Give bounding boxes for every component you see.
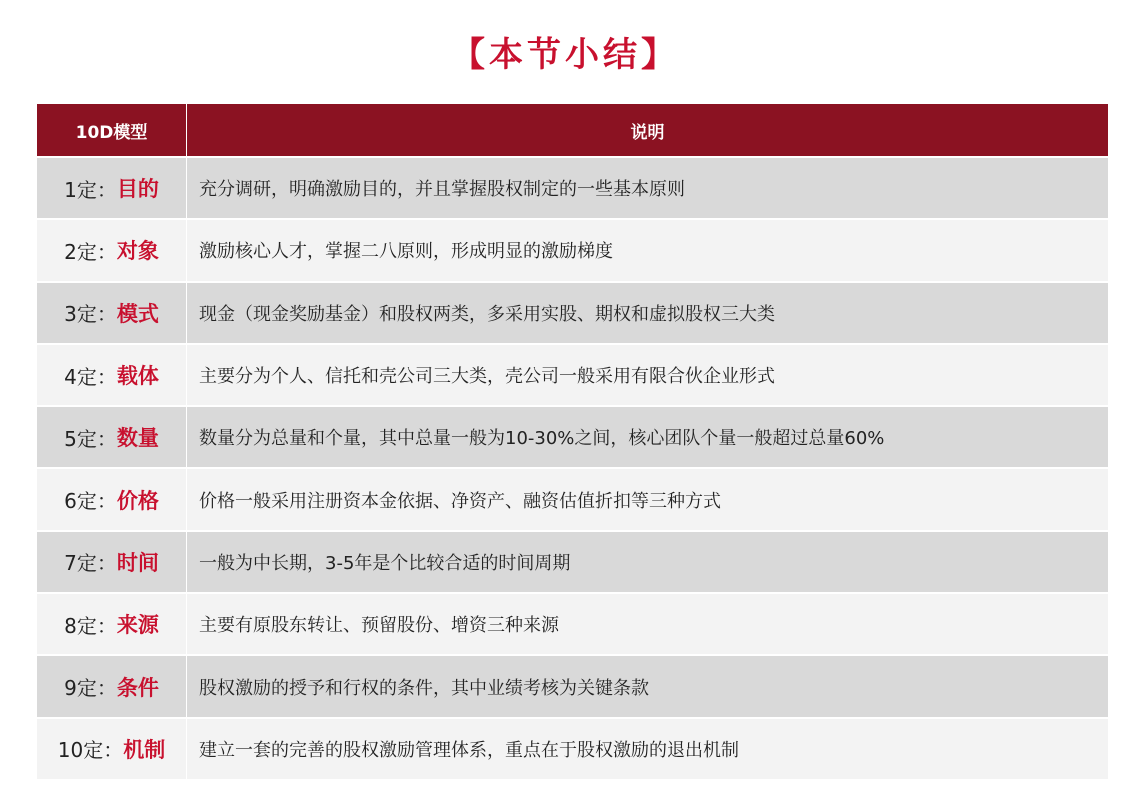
table-row xyxy=(37,281,1108,343)
row-label xyxy=(37,532,187,592)
header-model: 10D模型 xyxy=(37,104,187,156)
row-description: 激励核心人才，掌握二八原则，形成明显的激励梯度 xyxy=(199,241,613,263)
row-prefix: 6定： xyxy=(64,489,117,514)
row-prefix: 10定： xyxy=(57,738,124,763)
table-header xyxy=(37,104,1108,156)
row-prefix: 8定： xyxy=(64,613,117,638)
row-key: 机制 xyxy=(123,737,166,762)
row-prefix: 5定： xyxy=(64,426,117,451)
row-description: 现金（现金奖励基金）和股权两类，多采用实股、期权和虚拟股权三大类 xyxy=(199,303,775,325)
table-row xyxy=(37,592,1108,654)
row-prefix: 3定： xyxy=(64,302,117,327)
row-prefix: 9定： xyxy=(64,676,117,701)
page-title: 【本节小结】 xyxy=(451,35,679,75)
row-description: 价格一般采用注册资本金依据、净资产、融资估值折扣等三种方式 xyxy=(199,490,721,512)
row-key: 来源 xyxy=(116,613,159,638)
row-prefix: 1定： xyxy=(64,177,117,202)
row-description: 数量分为总量和个量，其中总量一般为10-30%之间，核心团队个量一般超过总量60% xyxy=(199,428,885,450)
row-key: 模式 xyxy=(116,301,159,326)
row-label xyxy=(37,158,187,218)
row-description: 主要有原股东转让、预留股份、增资三种来源 xyxy=(199,615,559,637)
row-key: 时间 xyxy=(116,550,159,575)
row-description: 主要分为个人、信托和壳公司三大类，壳公司一般采用有限合伙企业形式 xyxy=(199,366,775,388)
row-prefix: 2定： xyxy=(64,239,117,264)
row-label xyxy=(37,407,187,467)
row-label xyxy=(37,719,187,779)
table-row xyxy=(37,343,1108,405)
row-description: 充分调研，明确激励目的，并且掌握股权制定的一些基本原则 xyxy=(199,179,685,201)
table-row xyxy=(37,530,1108,592)
row-description: 建立一套的完善的股权激励管理体系，重点在于股权激励的退出机制 xyxy=(199,739,739,761)
table-row xyxy=(37,717,1108,779)
table-row xyxy=(37,156,1108,218)
row-key: 载体 xyxy=(116,364,159,389)
row-description: 股权激励的授予和行权的条件，其中业绩考核为关键条款 xyxy=(199,677,649,699)
row-key: 目的 xyxy=(116,177,159,202)
table-row xyxy=(37,405,1108,467)
row-label xyxy=(37,656,187,716)
row-key: 数量 xyxy=(116,426,159,451)
row-prefix: 7定： xyxy=(64,551,117,576)
table-row xyxy=(37,218,1108,280)
row-label xyxy=(37,283,187,343)
table-row xyxy=(37,654,1108,716)
row-label xyxy=(37,345,187,405)
row-label xyxy=(37,469,187,529)
row-description: 一般为中长期，3-5年是个比较合适的时间周期 xyxy=(199,552,571,574)
row-key: 对象 xyxy=(116,239,159,264)
table-row xyxy=(37,467,1108,529)
row-prefix: 4定： xyxy=(64,364,117,389)
row-key: 条件 xyxy=(116,675,159,700)
row-key: 价格 xyxy=(116,488,159,513)
header-description: 说明 xyxy=(630,122,665,143)
row-label xyxy=(37,220,187,280)
summary-table xyxy=(37,104,1108,779)
row-label xyxy=(37,594,187,654)
